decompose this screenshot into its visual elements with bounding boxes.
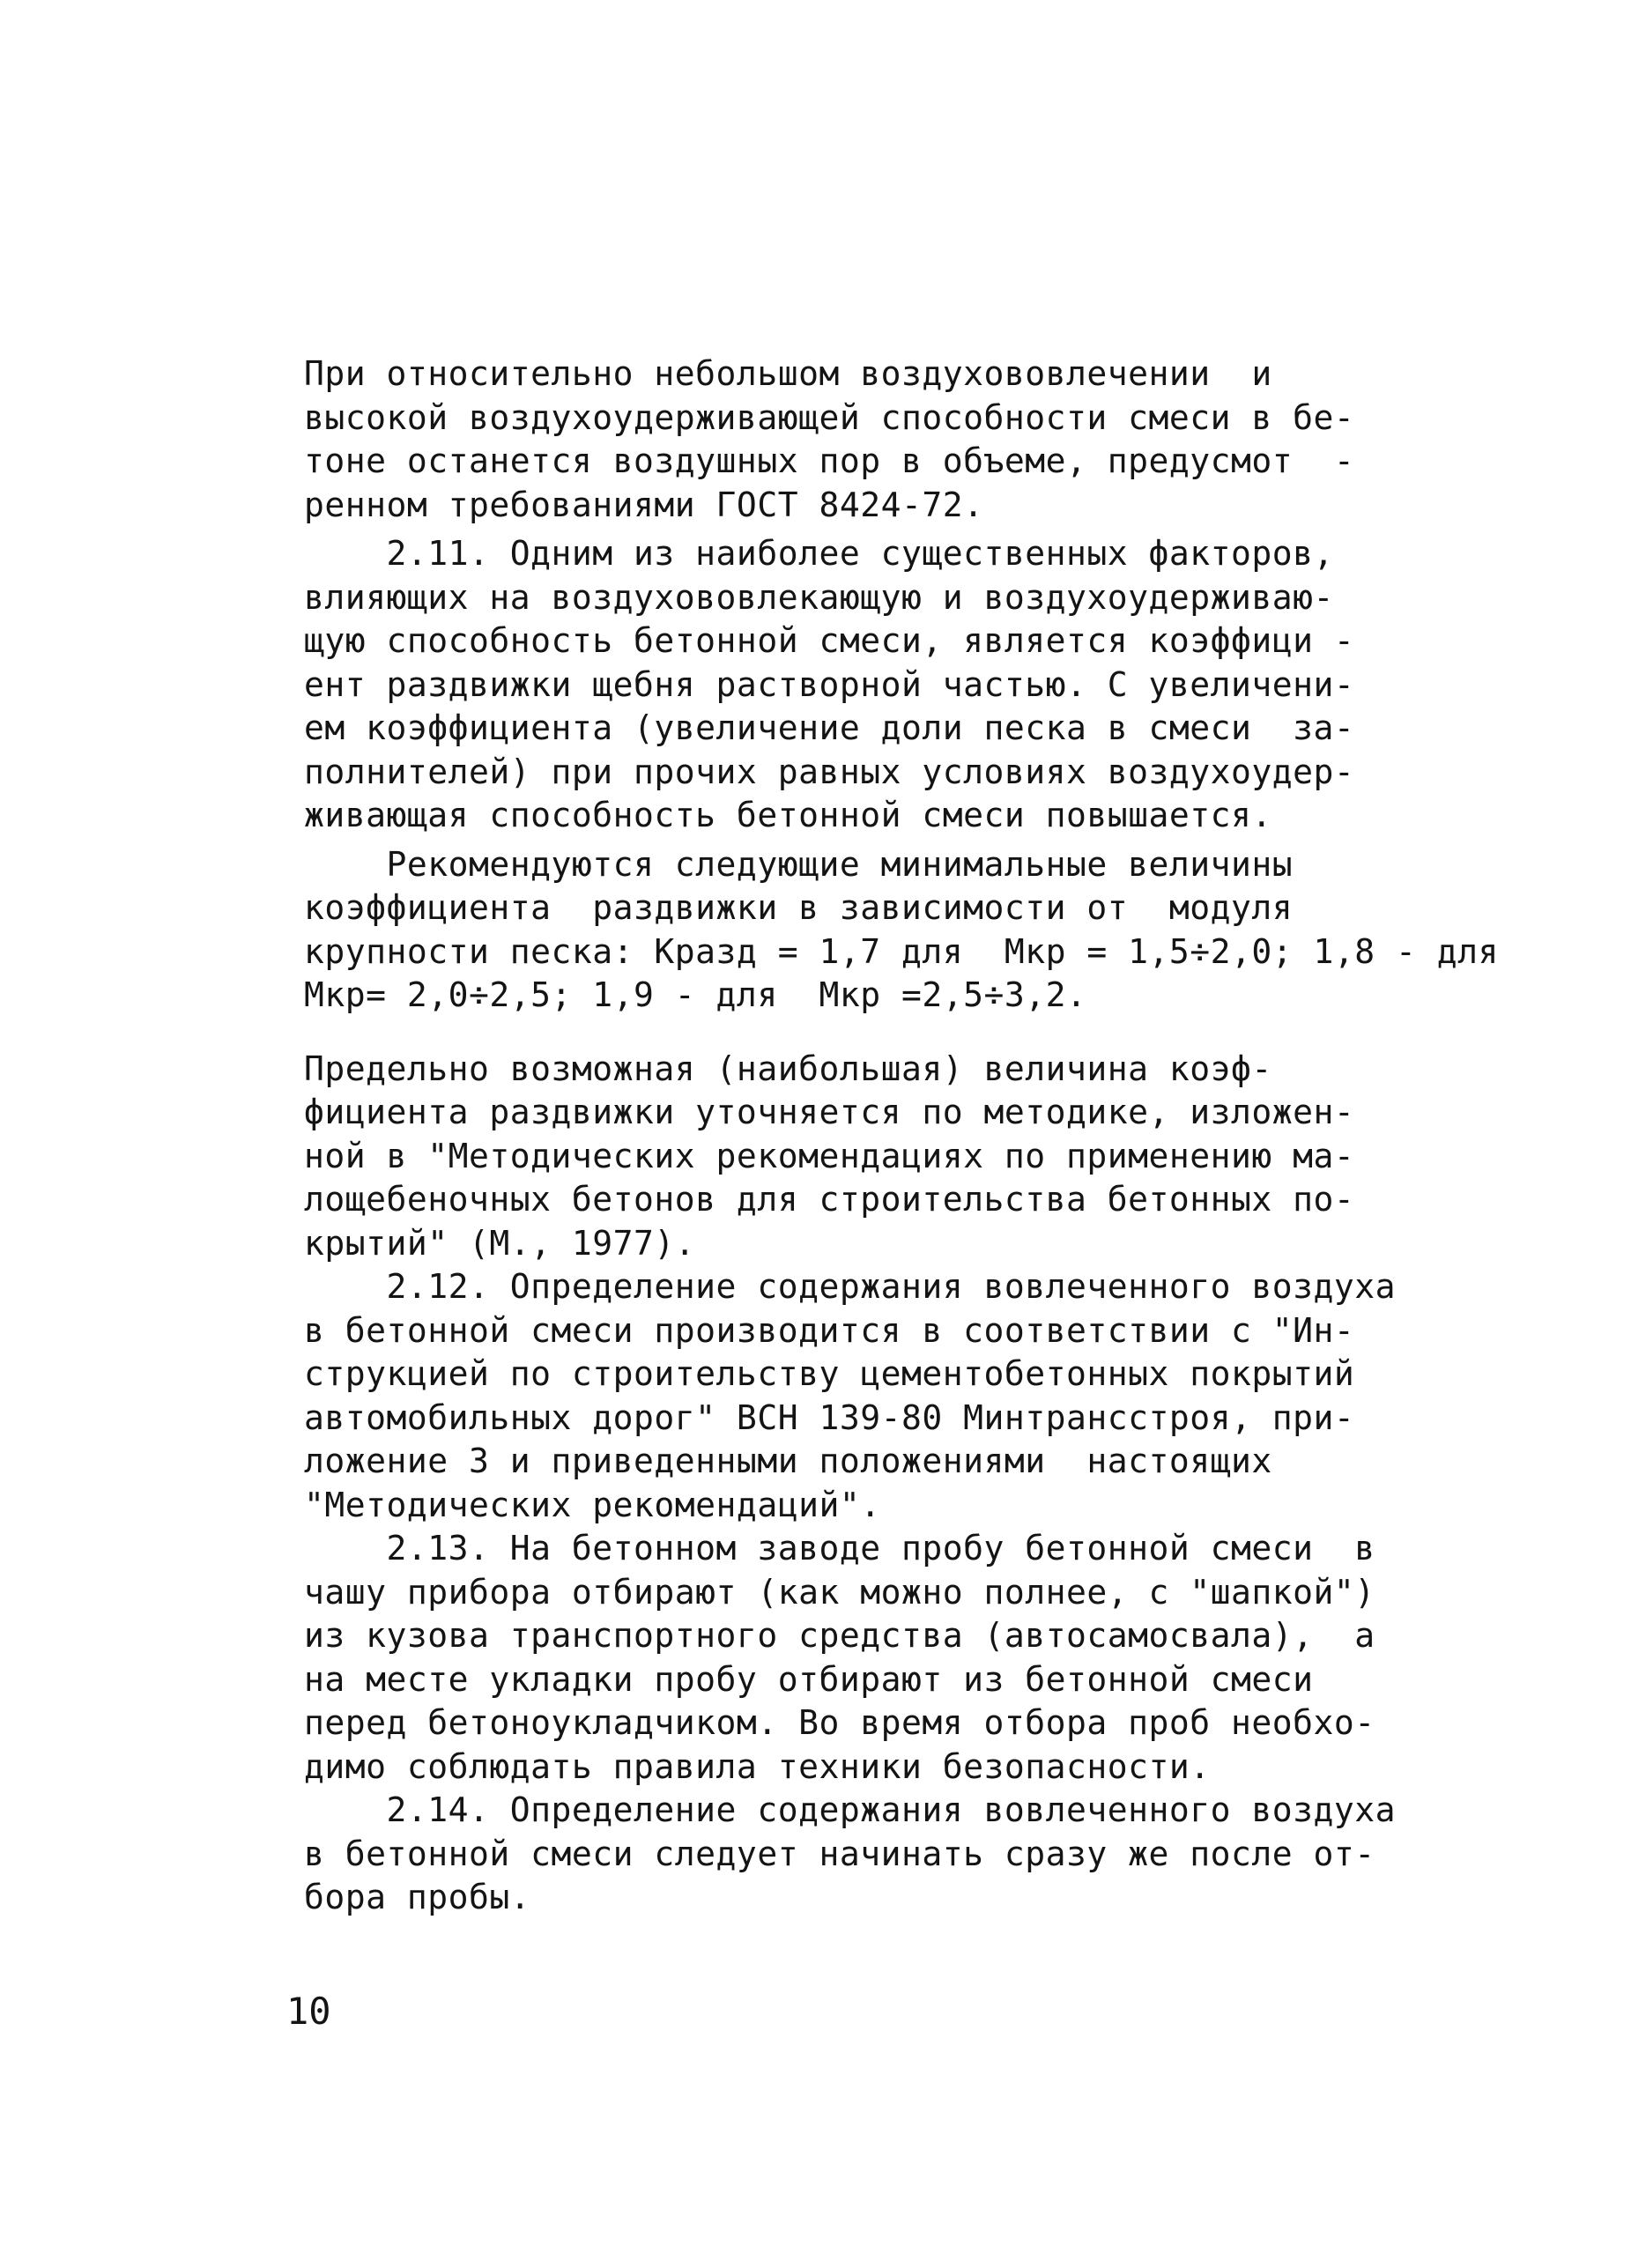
text-line: тоне останется воздушных пор в объеме, предусмот -	[304, 441, 1355, 480]
paragraph-2-14	[304, 1789, 1449, 1920]
text-line: 2.11. Одним из наиболее существенных факторов,	[304, 534, 1334, 573]
text-line: Рекомендуются следующие минимальные величины	[304, 844, 1294, 884]
text-line: крытий" (М., 1977).	[304, 1223, 696, 1263]
text-line: ем коэффициента (увеличение доли песка в смеси за-	[304, 708, 1355, 747]
text-line: 2.13. На бетонном заводе пробу бетонной смеси в	[304, 1529, 1375, 1568]
text-line: живающая способность бетонной смеси повышается.	[304, 796, 1272, 834]
text-line: в бетонной смеси следует начинать сразу же после от-	[304, 1834, 1375, 1873]
text-line: димо соблюдать правила техники безопасности.	[304, 1746, 1211, 1786]
text-line: ренном требованиями ГОСТ 8424-72.	[304, 485, 984, 524]
text-line: струкцией по строительству цементобетонных покрытий	[304, 1354, 1355, 1393]
paragraph-recommendations	[304, 843, 1499, 1018]
text-line: крупности песка: Кразд = 1,7 для Мкр = 1,5÷2,0; 1,8 - для	[304, 931, 1499, 971]
paragraph-2-12	[304, 1265, 1449, 1527]
text-line: коэффициента раздвижки в зависимости от модуля	[304, 888, 1294, 927]
paragraph-2-13	[304, 1527, 1449, 1789]
text-line: При относительно небольшом воздухововлечении и	[304, 354, 1272, 393]
text-line: в бетонной смеси производится в соответствии с "Ин-	[304, 1310, 1355, 1350]
text-line: перед бетоноукладчиком. Во время отбора проб необхо-	[304, 1703, 1375, 1742]
text-line: из кузова транспортного средства (автосамосвала), а	[304, 1616, 1375, 1655]
text-line: автомобильных дорог" ВСН 139-80 Минтрансстроя, при-	[304, 1397, 1355, 1437]
text-line: на месте укладки пробу отбирают из бетонной смеси	[304, 1659, 1314, 1699]
text-line: лощебеночных бетонов для строительства бетонных по-	[304, 1180, 1355, 1219]
text-line: 2.12. Определение содержания вовлеченного воздуха	[304, 1267, 1397, 1306]
text-line: щую способность бетонной смеси, является коэффици -	[304, 621, 1355, 660]
paragraph-limit-value	[304, 1048, 1449, 1266]
text-line: влияющих на воздухововлекающую и воздухоудерживаю-	[304, 577, 1334, 617]
text-line: ложение 3 и приведенными положениями настоящих	[304, 1442, 1272, 1480]
text-line: Предельно возможная (наибольшая) величина коэф-	[304, 1049, 1272, 1088]
paragraph-2-11	[304, 532, 1449, 838]
paragraph-intro	[304, 352, 1449, 527]
text-line: бора пробы.	[304, 1878, 531, 1916]
text-line: "Методических рекомендаций".	[304, 1485, 881, 1524]
text-line: 2.14. Определение содержания вовлеченного воздуха	[304, 1790, 1397, 1829]
text-line: ент раздвижки щебня растворной частью. С увеличени-	[304, 664, 1355, 704]
text-line: фициента раздвижки уточняется по методике, изложен-	[304, 1093, 1355, 1131]
text-line: высокой воздухоудерживающей способности смеси в бе-	[304, 397, 1355, 437]
text-line: ной в "Методических рекомендациях по применению ма-	[304, 1136, 1355, 1175]
text-line: чашу прибора отбирают (как можно полнее, с "шапкой")	[304, 1572, 1375, 1612]
text-line: полнителей) при прочих равных условиях воздухоудер-	[304, 752, 1355, 791]
text-line: Мкр= 2,0÷2,5; 1,9 - для Мкр =2,5÷3,2.	[304, 975, 1087, 1014]
page-body	[304, 352, 1499, 1920]
page-number: 10	[286, 1990, 331, 2033]
